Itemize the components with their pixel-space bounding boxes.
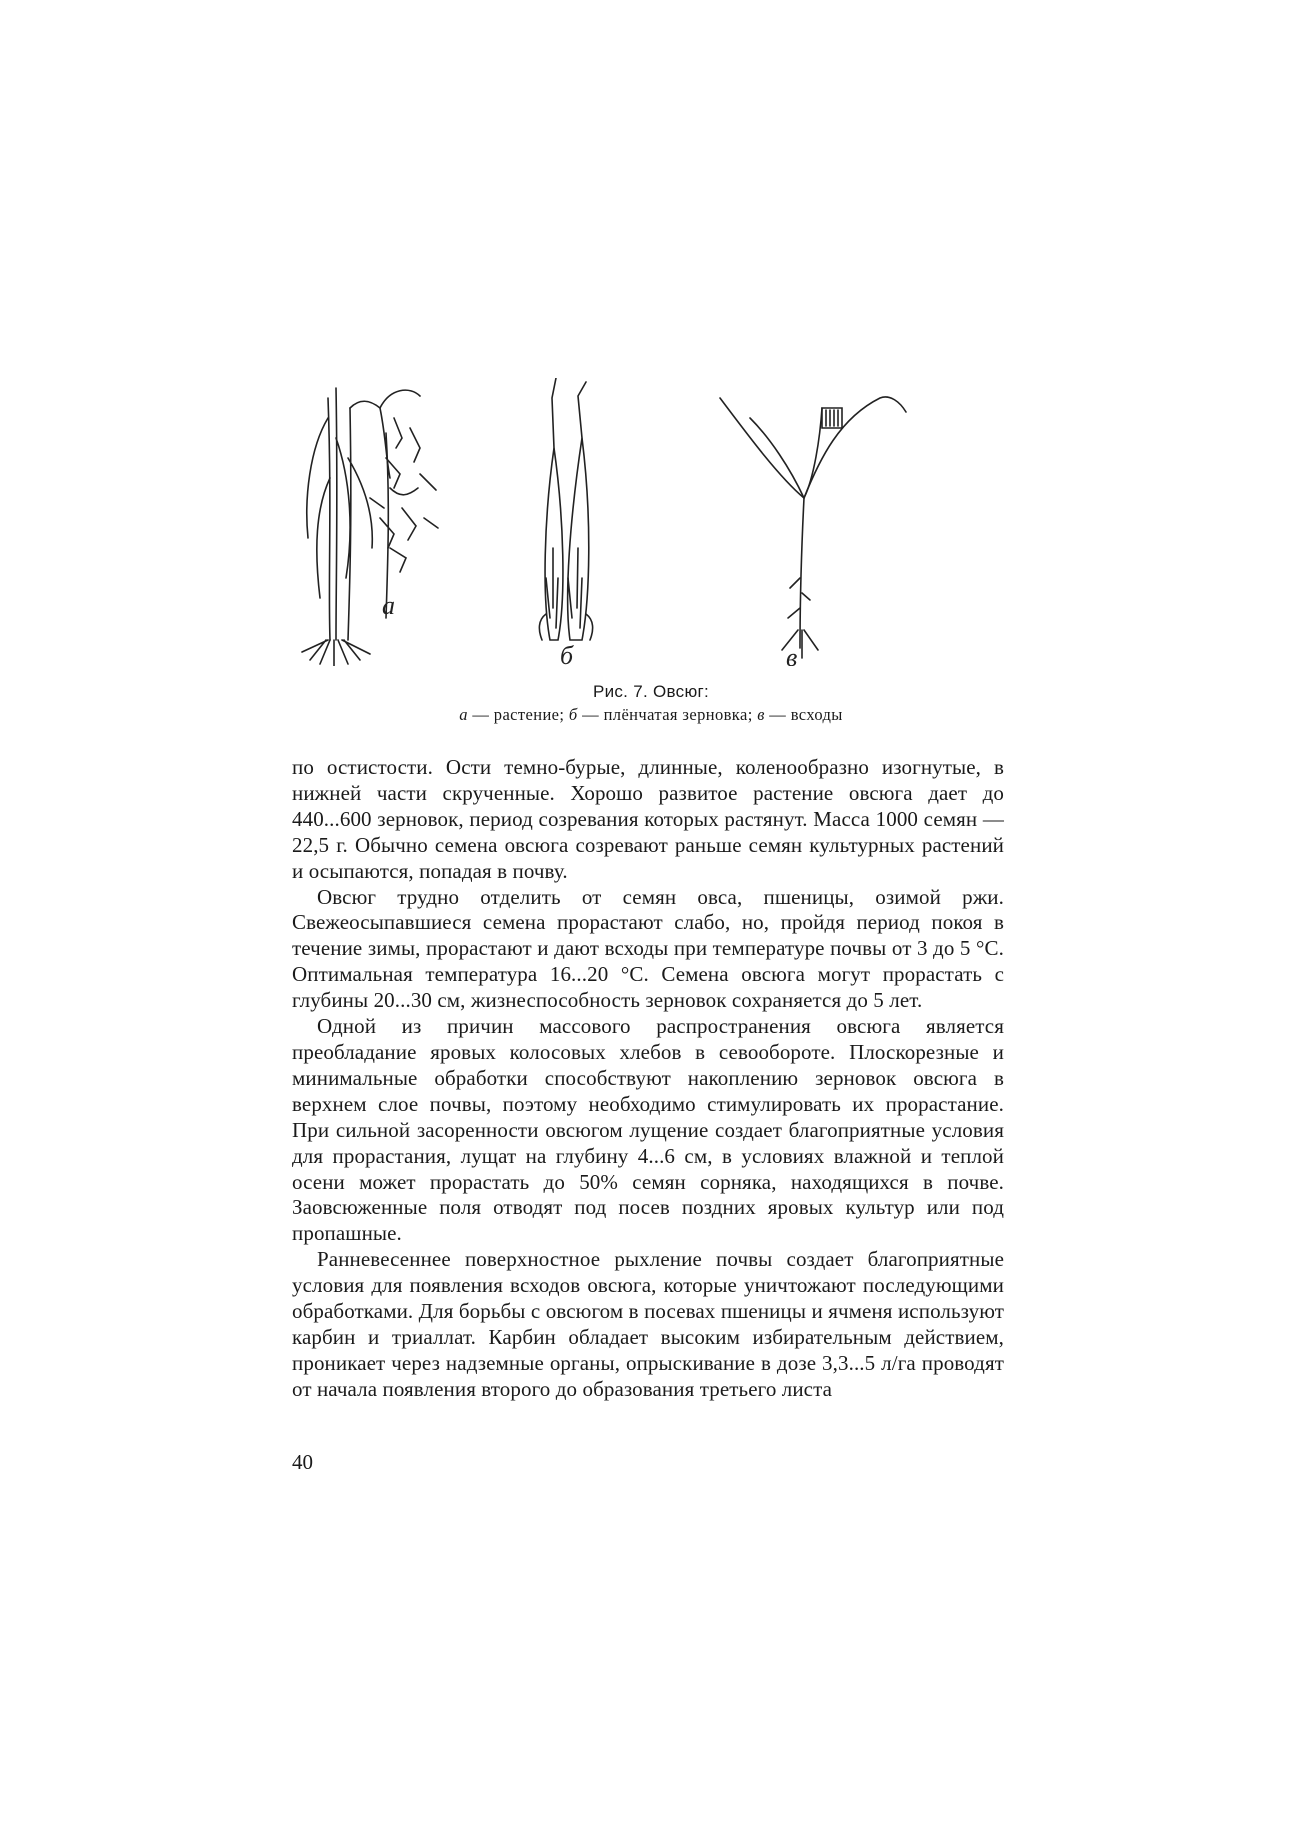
oat-weed-illustration xyxy=(290,378,1020,666)
page-number: 40 xyxy=(292,1450,313,1474)
figure-oat-weed xyxy=(290,378,1020,666)
plant-drawing xyxy=(302,388,438,666)
body-text xyxy=(292,755,1004,1403)
seedling-drawing xyxy=(720,397,906,658)
legend-text-a: — растение; xyxy=(467,705,569,724)
panel-label-a: а xyxy=(382,591,395,620)
legend-text-b: — плёнчатая зерновка; xyxy=(577,705,758,724)
paragraph-1: по остистости. Ости темно-бурые, длинные, коленообразно изогнутые, в нижней части скрученные. Хорошо развитое растение овсюга дает до 440...600 зерновок, период созревания которых растянут. Масса 1000 семян — 22,5 г. Обычно семена овсюга созревают раньше семян культурных растений и осыпаются, попадая в почву. xyxy=(292,755,1004,883)
figure-caption xyxy=(260,680,1042,726)
paragraph-3: Одной из причин массового распространения овсюга является преобладание яровых колосовых хлебов в севообороте. Плоскорезные и минимальные обработки способствуют накоплению зерновок овсюга в верхнем слое почвы, поэтому необходимо стимулировать их прорастание. При сильной засоренности овсюгом лущение создает благоприятные условия для прорастания, лущат на глубину 4...6 см, в условиях влажной и теплой осени может прорастать до 50% семян сорняка, находящихся в почве. Заовсюженные поля отводят под посев поздних яровых культур или под пропашные. xyxy=(292,1014,1004,1246)
paragraph-4: Ранневесеннее поверхностное рыхление почвы создает благоприятные условия для появления всходов овсюга, которые уничтожают последующими обработками. Для борьбы с овсюгом в посевах пшеницы и ячменя используют карбин и триаллат. Карбин обладает высоким избирательным действием, проникает через надземные органы, опрыскивание в дозе 3,3...5 л/га проводят от начала появления второго до образования третьего листа xyxy=(292,1247,1004,1401)
caption-title: Рис. 7. Овсюг: xyxy=(592,682,710,701)
legend-key-b: б xyxy=(568,705,578,724)
paragraph-2: Овсюг трудно отделить от семян овса, пшеницы, озимой ржи. Свежеосыпавшиеся семена прорастают слабо, но, пройдя период покоя в течение зимы, прорастают и дают всходы при температуре почвы от 3 до 5 °С. Оптимальная температура 16...20 °С. Семена овсюга могут прорастать с глубины 20...30 см, жизнеспособность зерновок сохраняется до 5 лет. xyxy=(292,884,1004,1013)
caption-legend xyxy=(260,703,1042,726)
legend-key-a: а xyxy=(459,705,468,724)
legend-text-v: — всходы xyxy=(764,705,843,724)
panel-label-v: в xyxy=(786,643,798,666)
hulled-grain-drawing xyxy=(539,378,592,640)
legend-key-v: в xyxy=(757,705,765,724)
panel-label-b: б xyxy=(560,641,574,666)
